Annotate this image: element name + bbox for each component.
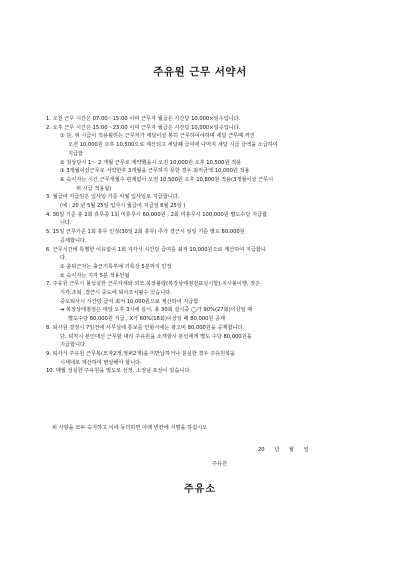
contract-line: ③ 3개월이상근무로 서약한후 3개월을 근무하지 못한 경우 최저금액 10,000원 적용 <box>60 168 250 175</box>
contract-line: 위 시급 적용됨) <box>76 185 112 192</box>
contract-line: 니다. <box>60 220 72 227</box>
contract-line: 지각,조퇴 ,결근시 중도에 퇴사조치될수 있습니다. <box>60 290 172 297</box>
agreement-note: 위 사항을 모두 숙지하고 이에 동의하면 아래 빈칸에 서명을 하십시오 <box>52 425 208 431</box>
contract-line: 9. 퇴사시 주유원 근무복(모자2개,점퍼2개)을 미반납하거나 분실한 경우 주유원복을 <box>46 350 236 357</box>
contract-line: ➔ 복장상태점검은 매일 오후 3시에 실시, 총 30회 실시중 ◯가 90%(27회)이상일 때 <box>60 307 253 314</box>
date-line: 20 년 월 일 <box>258 447 309 453</box>
contract-line: ② 숙식자는 지각 5분 적용안됨 <box>60 272 130 279</box>
contract-line: 오전 10,000원 오후 10,500으로 계산되고 세달째 급여에 나머지 세달 시급 금액을 소급하여 <box>68 142 278 149</box>
contract-line: 1. 오전 근무 시간은 07:00～15:00 이며 근무자 월급은 시간당 10,000×일수입니다. <box>46 116 241 122</box>
contract-line: 10. 매월 성실한 주유원을 별도로 선정, 소정님 포상이 있습니다. <box>46 368 192 375</box>
contract-line: (예 : 20 년 5월 25일 입사시 월급여 지급일 6월 25일 ) <box>60 203 186 210</box>
contract-line: ② 첫상당시 1～ 2 개월 근무로 계약했을시 오전 10,000원 오후 10,500원 적용 <box>60 159 242 166</box>
page-title: 주유원 근무 서약서 <box>153 66 247 78</box>
contract-line: 6. 근무시간에 특별한 이유없이 1회 지각시 시간당 급여를 최저 10,000원으로 계산하여 지급합니 <box>46 246 266 253</box>
contract-line: 공제합니다. <box>60 237 87 244</box>
contract-line: 지급함 <box>68 150 84 157</box>
contract-body <box>46 115 366 376</box>
contract-line: 8. 퇴사원 결정시 7일전에 사무실에 통보를 안할시에는 광고비 80,000원을 공제합니다. <box>46 324 245 331</box>
contract-line: 단, 퇴직시 본인대신 근무할 대리 주유원을 소개할시 본인에게 별도 수당 80,000원을 <box>60 333 252 340</box>
contract-line: ① 단, 위 시급이 적용될려는 근무자가 세달이상 봉히 근무하여야하며 세달 근무때 까진 <box>60 133 255 140</box>
contract-line: 중도퇴사시 시간당 급여 최저 10,000원으로 계산하여 지급함 <box>60 298 199 305</box>
gas-station-label: 주유소 <box>184 484 216 495</box>
contract-line: 2. 오후 근무 시간은 15:00～23:00 이며 근무자 월급은 시간당 10,000×일수입니다. <box>46 124 241 131</box>
contract-line: ① 출퇴근자는 출근기록부에 기록상 5분까지 인정 <box>60 263 172 270</box>
contract-line: 4. 30일 기준 총 2회 휴무중 1회 미휴무시 60,000원 , 2회 미휴무시 100,000원 별도수당 지급합 <box>46 211 268 218</box>
contract-line: 다. <box>60 255 67 262</box>
contract-line: 시세대로 계산하여 변상해야 합니다. <box>60 359 142 366</box>
employee-signature-label: 주유원 <box>212 461 228 467</box>
contract-line: 5. 15일 근무기준 1회 휴무 인정(30일 2회 휴무) 추가 결근시 일일 기준 별도 80,000원 <box>46 229 245 236</box>
contract-line: 3. 월급여 지급일은 입사일 기준 익월 입사일로 지급합니다. <box>46 194 180 201</box>
contract-line: ④ 숙식자는 시간,근무개월수 관계없이 오전 10,500원 오후 10,800원 적용(3개월이상 근무시 <box>60 176 274 183</box>
contract-line: 지급합니다. <box>60 342 87 349</box>
contract-line: 7. 주유원 근무시 불성실한 근무자세와 외모,복장불량(복장상태점검표실시함),지시불이행, 잦은 <box>46 281 261 288</box>
contract-line: 별도수당 80,000원 지급 , X가 60%(18회)이상일 때 80,000원 공제 <box>68 316 226 323</box>
